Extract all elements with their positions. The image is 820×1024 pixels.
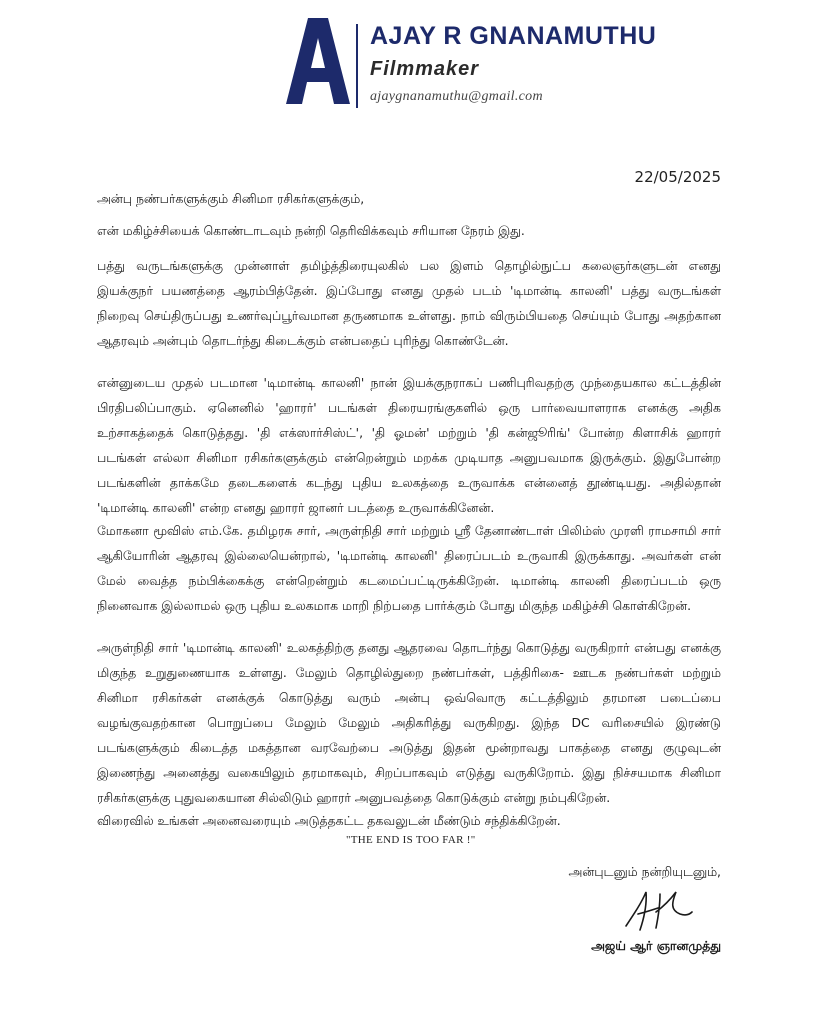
letterhead-divider: [356, 24, 358, 108]
paragraph-2: என்னுடைய முதல் படமான 'டிமான்டி காலனி' நான் இயக்குநராகப் பணிபுரிவதற்கு முந்தையகால கட்டத்தின் பிரதிபலிப்பாகும். ஏனெனில் 'ஹாரர்' படங்கள் திரையரங்குகளில் ஒரு பார்வையாளராக எனக்கு அதிக உற்சாகத்தைக் கொடுத்தது. 'தி எக்ஸார்சிஸ்ட்', 'தி ஓமன்' மற்றும் 'தி கன்ஜூரிங்' போன்ற கிளாசிக் ஹாரர் படங்கள் எல்லா சினிமா ரசிகர்களுக்கும் என்றென்றும் மறக்க முடியாத அனுபவமாக இருக்கும். இதுபோன்ற படங்களின் தாக்கமே தடைகளைக் கடந்து புதிய உலகத்தை உருவாக்க என்னைத் தூண்டியது. அதில்தான் 'டிமான்டி காலனி' என்ற எனது ஹாரர் ஜானர் படத்தை உருவாக்கினேன்.: [97, 375, 722, 515]
signoff: அன்புடனும் நன்றியுடனும்,: [568, 864, 721, 879]
paragraph-4: அருள்நிதி சார் 'டிமான்டி காலனி' உலகத்திற்கு தனது ஆதரவை தொடர்ந்து கொடுத்து வருகிறார் என்பது எனக்கு மிகுந்த உறுதுணையாக உள்ளது. மேலும் தொழில்துறை நண்பர்கள், பத்திரிகை- ஊடக நண்பர்கள் மற்றும் சினிமா ரசிகர்கள் எனக்குக் கொடுத்து வரும் அன்பு ஒவ்வொரு கட்டத்திலும் தரமான படைப்பை வழங்குவதற்கான பொறுப்பை மேலும் மேலும் அதிகரித்து வருகிறது. இந்த DC வரிசையில் இரண்டு படங்களுக்கும் கிடைத்த மகத்தான வரவேற்பை அடுத்து இதன் மூன்றாவது பாகத்தை எனது குழுவுடன் இணைந்து அனைத்து வகையிலும் தரமாகவும், சிறப்பாகவும் எடுத்து வருகிறோம். இது நிச்சயமாக சினிமா ரசிகர்களுக்கு புதுவகையான சில்லிடும் ஹாரர் அனுபவத்தை கொடுக்கும் என்று நம்புகிறேன்.: [97, 640, 721, 805]
logo-a-icon: [286, 18, 350, 104]
paragraph-3: மோகனா மூவிஸ் எம்.கே. தமிழரசு சார், அருள்நிதி சார் மற்றும் ஸ்ரீ தேனாண்டாள் பிலிம்ஸ் முரளி ராமசாமி சார் ஆகியோரின் ஆதரவு இல்லையென்றால், 'டிமான்டி காலனி' திரைப்படம் உருவாகி இருக்காது. அவர்கள் என் மேல் வைத்த நம்பிக்கைக்கு என்றென்றும் கடமைப்பட்டிருக்கிறேன். டிமான்டி காலனி திரைப்படம் ஒரு நினைவாக இல்லாமல் ஒரு புதிய உலகமாக மாறி நிற்பதை பார்க்கும் போது மிகுந்த மகிழ்ச்சி கொள்கிறேன்.: [97, 523, 721, 613]
signer-name: அஜய் ஆர் ஞானமுத்து: [591, 938, 721, 953]
salutation: அன்பு நண்பர்களுக்கும் சினிமா ரசிகர்களுக்கும்,: [97, 191, 365, 206]
letterhead-name: AJAY R GNANAMUTHU: [370, 22, 657, 50]
tagline: "THE END IS TOO FAR !": [346, 834, 476, 846]
closing-line: விரைவில் உங்கள் அனைவரையும் அடுத்தகட்ட தகவலுடன் மீண்டும் சந்திக்கிறேன்.: [97, 813, 561, 828]
letterhead-role: Filmmaker: [370, 58, 480, 80]
letterhead: [286, 18, 706, 118]
signature-icon: [620, 884, 694, 936]
paragraph-1: பத்து வருடங்களுக்கு முன்னாள் தமிழ்த்திரையுலகில் பல இளம் தொழில்நுட்ப கலைஞர்களுடன் எனது இயக்குநர் பயணத்தை ஆரம்பித்தேன். இப்போது எனது முதல் படம் 'டிமான்டி காலனி' பத்து வருடங்கள் நிறைவு செய்திருப்பது உணர்வுப்பூர்வமான தருணமாக உள்ளது. நாம் விரும்பியதை செய்யும் போது அதற்கான ஆதரவும் அன்பும் தொடர்ந்து கிடைக்கும் என்பதைப் புரிந்து கொண்டேன்.: [97, 258, 721, 348]
opening-line: என் மகிழ்ச்சியைக் கொண்டாடவும் நன்றி தெரிவிக்கவும் சரியான நேரம் இது.: [97, 223, 525, 238]
letterhead-email[interactable]: ajaygnanamuthu@gmail.com: [370, 89, 543, 104]
letter-date: 22/05/2025: [634, 168, 721, 186]
